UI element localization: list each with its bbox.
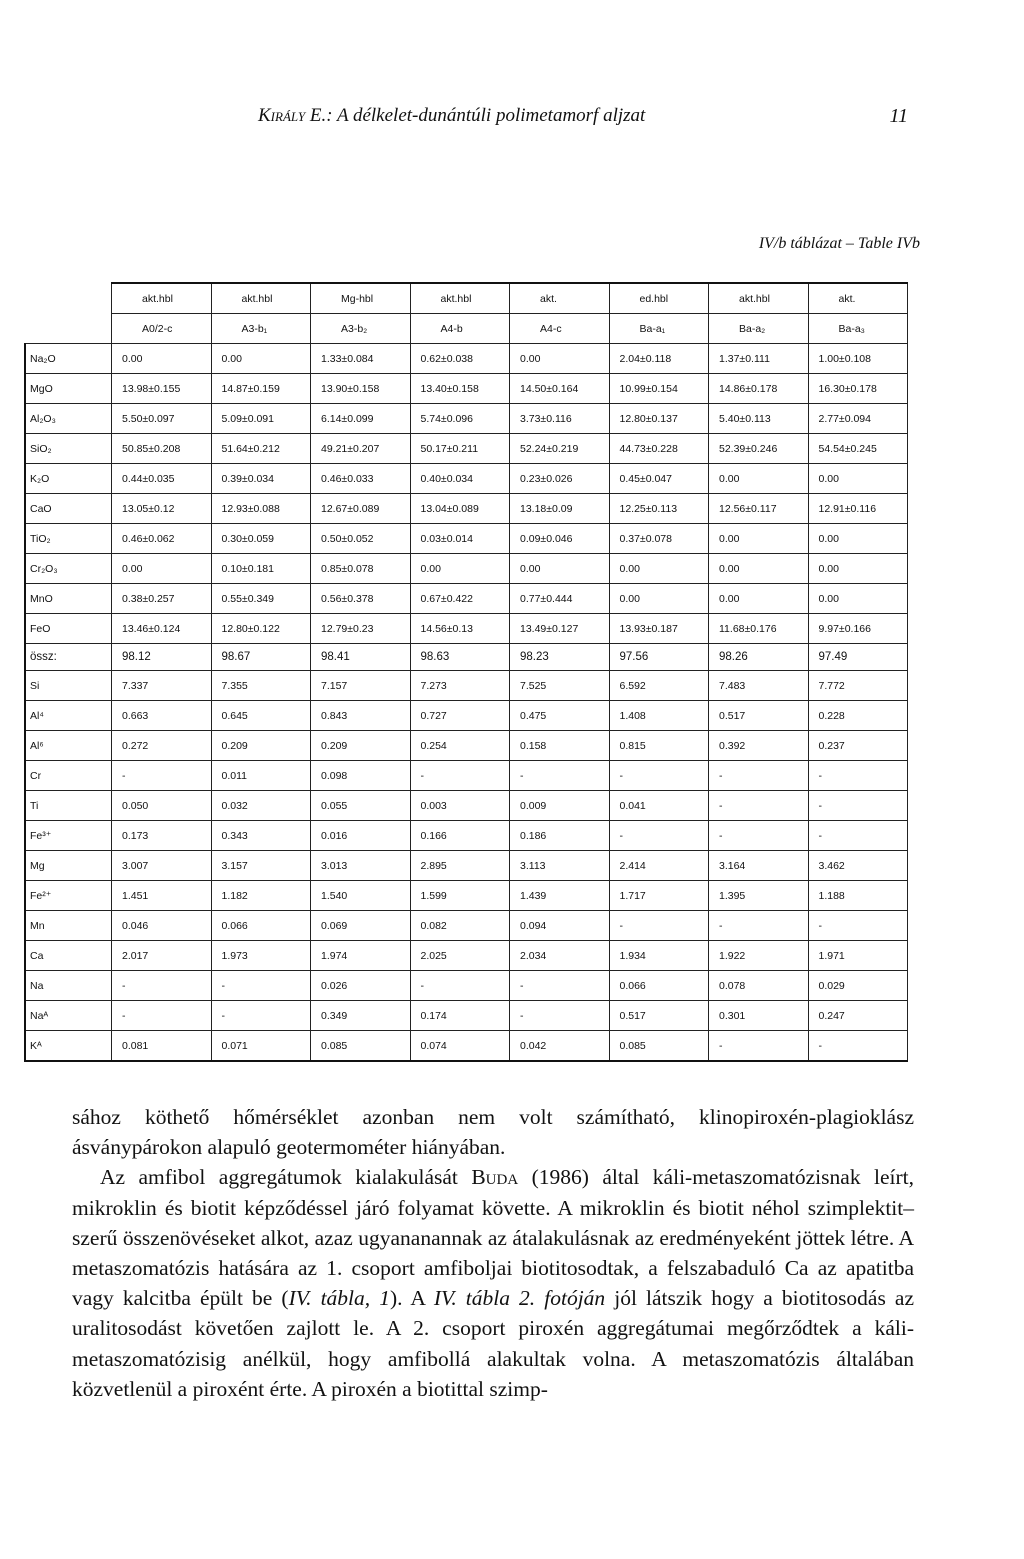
table-caption: IV/b táblázat – Table IVb (758, 235, 920, 252)
table-cell: 0.032 (211, 791, 311, 821)
sample-header-cell: A4-c (510, 314, 610, 344)
table-cell: 0.663 (112, 701, 212, 731)
table-cell: - (709, 761, 809, 791)
table-cell: 0.016 (311, 821, 411, 851)
table-cell: 14.86±0.178 (709, 374, 809, 404)
table-cell: - (709, 911, 809, 941)
table-cell: - (709, 1031, 809, 1062)
table-cell: 0.003 (410, 791, 510, 821)
table-cell: 13.04±0.089 (410, 494, 510, 524)
table-cell: 0.00 (609, 554, 709, 584)
table-cell: 13.90±0.158 (311, 374, 411, 404)
plate-reference: IV. tábla 2. fotóján (433, 1286, 606, 1311)
table-row (25, 971, 908, 1001)
table-body (25, 344, 908, 1062)
table-cell: 0.00 (609, 584, 709, 614)
table-cell: 5.74±0.096 (410, 404, 510, 434)
table-cell: 0.843 (311, 701, 411, 731)
table-cell: 0.50±0.052 (311, 524, 411, 554)
table-cell: 3.157 (211, 851, 311, 881)
table-cell: 0.272 (112, 731, 212, 761)
table-cell: 3.462 (808, 851, 908, 881)
table-cell: 12.56±0.117 (709, 494, 809, 524)
table-cell: 1.00±0.108 (808, 344, 908, 374)
table-cell: 0.081 (112, 1031, 212, 1062)
table-cell: - (410, 971, 510, 1001)
table-cell: - (808, 821, 908, 851)
table-cell: 54.54±0.245 (808, 434, 908, 464)
table-cell: 98.67 (211, 644, 311, 671)
row-label: FeO (25, 614, 112, 644)
table-row (25, 434, 908, 464)
table-cell: - (808, 1031, 908, 1062)
table-cell: 1.395 (709, 881, 809, 911)
table-cell: 7.337 (112, 671, 212, 701)
mineral-header-cell: akt.hbl (112, 283, 212, 314)
table-cell: 0.074 (410, 1031, 510, 1062)
sample-header-cell: Ba-a₁ (609, 314, 709, 344)
table-cell: 0.09±0.046 (510, 524, 610, 554)
table-row (25, 821, 908, 851)
table-cell: - (211, 971, 311, 1001)
table-cell: 1.33±0.084 (311, 344, 411, 374)
table-cell: 13.93±0.187 (609, 614, 709, 644)
table-cell: 0.071 (211, 1031, 311, 1062)
plate-reference: IV. tábla, 1 (288, 1286, 390, 1311)
table-cell: 1.188 (808, 881, 908, 911)
table-cell: 2.414 (609, 851, 709, 881)
table-cell: 2.895 (410, 851, 510, 881)
table-header (25, 283, 908, 344)
table-cell: 6.14±0.099 (311, 404, 411, 434)
table-cell: 12.80±0.137 (609, 404, 709, 434)
row-label: Al⁶ (25, 731, 112, 761)
row-label: MgO (25, 374, 112, 404)
table-cell: 98.26 (709, 644, 809, 671)
row-label: Na₂O (25, 344, 112, 374)
table-cell: - (211, 1001, 311, 1031)
table-cell: 0.00 (808, 464, 908, 494)
table-cell: 97.49 (808, 644, 908, 671)
table-cell: 12.93±0.088 (211, 494, 311, 524)
table-cell: 5.40±0.113 (709, 404, 809, 434)
row-label: Cr (25, 761, 112, 791)
sample-header-cell: A3-b₂ (311, 314, 411, 344)
table-cell: 0.37±0.078 (609, 524, 709, 554)
cited-author: Buda (471, 1165, 519, 1190)
table-cell: 1.540 (311, 881, 411, 911)
table-row (25, 584, 908, 614)
table-row (25, 1001, 908, 1031)
table-cell: 12.79±0.23 (311, 614, 411, 644)
table-cell: 1.973 (211, 941, 311, 971)
table-cell: 3.73±0.116 (510, 404, 610, 434)
row-label: Mg (25, 851, 112, 881)
table-cell: 0.645 (211, 701, 311, 731)
table-cell: 0.085 (609, 1031, 709, 1062)
table-cell: - (709, 791, 809, 821)
sample-header-cell: A0/2-c (112, 314, 212, 344)
table-cell: 1.599 (410, 881, 510, 911)
table-cell: 0.45±0.047 (609, 464, 709, 494)
table-cell: - (609, 821, 709, 851)
table-cell: 2.77±0.094 (808, 404, 908, 434)
table-row (25, 614, 908, 644)
table-cell: 0.77±0.444 (510, 584, 610, 614)
table-cell: - (510, 761, 610, 791)
sample-header-row (25, 314, 908, 344)
table-cell: 7.525 (510, 671, 610, 701)
table-cell: 14.56±0.13 (410, 614, 510, 644)
table-cell: 0.011 (211, 761, 311, 791)
running-head (258, 105, 908, 135)
table-row (25, 701, 908, 731)
table-cell: 0.174 (410, 1001, 510, 1031)
text-run: (1986) által káli-metaszomatózisnak leírt, mikroklin és biotit képződéssel járó folyamat követte. A mikroklin és biotit néhol szimplektit–szerű összenövéseket alkot, azaz ugyananannak az átalakulásnak az eredményeként jöttek létre. A metaszomatózis hatására az 1. csoport amfiboljai biotitosodtak, a felszabaduló Ca az apatitba vagy kalcitba épült be ( (72, 1165, 914, 1311)
table-cell: - (609, 911, 709, 941)
table-row (25, 374, 908, 404)
table-cell: 2.04±0.118 (609, 344, 709, 374)
table-row (25, 524, 908, 554)
table-cell: 0.055 (311, 791, 411, 821)
paragraph (72, 1162, 914, 1404)
table-cell: 52.39±0.246 (709, 434, 809, 464)
table-cell: 0.85±0.078 (311, 554, 411, 584)
table-cell: 0.46±0.033 (311, 464, 411, 494)
table-cell: 0.186 (510, 821, 610, 851)
table-cell: - (112, 1001, 212, 1031)
table-cell: 0.40±0.034 (410, 464, 510, 494)
sample-header-cell: A4-b (410, 314, 510, 344)
table-cell: 0.475 (510, 701, 610, 731)
row-label: Ca (25, 941, 112, 971)
table-cell: 0.254 (410, 731, 510, 761)
paragraph: sához köthető hőmérséklet azonban nem volt számítható, klinopiroxén-plagioklász ásványpárokon alapuló geotermométer hiányában. (72, 1105, 914, 1160)
row-label: Naᴬ (25, 1001, 112, 1031)
table-row (25, 851, 908, 881)
table-cell: 0.39±0.034 (211, 464, 311, 494)
table-cell: 16.30±0.178 (808, 374, 908, 404)
table-cell: 13.46±0.124 (112, 614, 212, 644)
table-cell: 3.113 (510, 851, 610, 881)
table-cell: 0.050 (112, 791, 212, 821)
table-cell: 44.73±0.228 (609, 434, 709, 464)
table-cell: 50.17±0.211 (410, 434, 510, 464)
table-cell: - (808, 791, 908, 821)
table-cell: 0.00 (709, 554, 809, 584)
table-cell: 2.017 (112, 941, 212, 971)
mineral-header-cell: akt. (510, 283, 610, 314)
table-cell: 0.00 (510, 554, 610, 584)
table-cell: 0.094 (510, 911, 610, 941)
table-cell: 0.62±0.038 (410, 344, 510, 374)
table-cell: 0.56±0.378 (311, 584, 411, 614)
row-label: Si (25, 671, 112, 701)
row-label: össz: (25, 644, 112, 671)
table-cell: 1.439 (510, 881, 610, 911)
mineral-header-cell: akt.hbl (709, 283, 809, 314)
table-cell: 2.034 (510, 941, 610, 971)
table-cell: 12.67±0.089 (311, 494, 411, 524)
sample-header-cell: A3-b₁ (211, 314, 311, 344)
table-cell: 1.971 (808, 941, 908, 971)
table-cell: 0.066 (211, 911, 311, 941)
table-cell: 51.64±0.212 (211, 434, 311, 464)
table-row (25, 791, 908, 821)
table-cell: 1.408 (609, 701, 709, 731)
table-cell: 3.013 (311, 851, 411, 881)
table-cell: 0.085 (311, 1031, 411, 1062)
table-cell: 3.007 (112, 851, 212, 881)
mineral-header-cell: akt.hbl (211, 283, 311, 314)
mineral-header-cell: ed.hbl (609, 283, 709, 314)
mineral-header-cell: akt.hbl (410, 283, 510, 314)
table-cell: - (112, 971, 212, 1001)
row-label: SiO₂ (25, 434, 112, 464)
table-cell: 5.50±0.097 (112, 404, 212, 434)
text-run: Az amfibol aggregátumok kialakulását (100, 1165, 472, 1190)
table-cell: 1.182 (211, 881, 311, 911)
table-cell: 49.21±0.207 (311, 434, 411, 464)
table-cell: 0.166 (410, 821, 510, 851)
table-row (25, 881, 908, 911)
table-cell: 98.12 (112, 644, 212, 671)
table-cell: 2.025 (410, 941, 510, 971)
table-cell: - (510, 971, 610, 1001)
running-head-author: Király E.: (258, 105, 333, 126)
table-row (25, 731, 908, 761)
mineral-header-cell: Mg-hbl (311, 283, 411, 314)
table-cell: 0.03±0.014 (410, 524, 510, 554)
table-cell: 0.00 (709, 464, 809, 494)
table-cell: 0.00 (112, 344, 212, 374)
table-cell: 0.237 (808, 731, 908, 761)
table-cell: 0.00 (112, 554, 212, 584)
table-cell: 0.727 (410, 701, 510, 731)
row-label: Al₂O₃ (25, 404, 112, 434)
table-cell: 9.97±0.166 (808, 614, 908, 644)
row-label: CaO (25, 494, 112, 524)
table-cell: 1.934 (609, 941, 709, 971)
table-cell: 0.00 (709, 584, 809, 614)
table-cell: 0.209 (211, 731, 311, 761)
row-label: Kᴬ (25, 1031, 112, 1062)
table-cell: 0.349 (311, 1001, 411, 1031)
row-label: TiO₂ (25, 524, 112, 554)
table-cell: 0.041 (609, 791, 709, 821)
table-row (25, 911, 908, 941)
table-cell: 1.974 (311, 941, 411, 971)
table-row (25, 1031, 908, 1062)
row-label: Mn (25, 911, 112, 941)
running-head-title: A délkelet-dunántúli polimetamorf aljzat (336, 105, 646, 126)
table-cell: 7.273 (410, 671, 510, 701)
table-cell: 0.042 (510, 1031, 610, 1062)
table-cell: 1.37±0.111 (709, 344, 809, 374)
table-cell: 7.355 (211, 671, 311, 701)
table-cell: 0.00 (510, 344, 610, 374)
table-cell: - (709, 821, 809, 851)
row-label: MnO (25, 584, 112, 614)
table-cell: 0.00 (211, 344, 311, 374)
text-run: ). A (389, 1286, 434, 1311)
sample-header-cell: Ba-a₃ (808, 314, 908, 344)
table-cell: 97.56 (609, 644, 709, 671)
table-cell: 12.80±0.122 (211, 614, 311, 644)
table-cell: 0.228 (808, 701, 908, 731)
row-label: K₂O (25, 464, 112, 494)
table-cell: 0.069 (311, 911, 411, 941)
page-number: 11 (889, 105, 908, 127)
table-cell: 0.098 (311, 761, 411, 791)
table-row (25, 644, 908, 671)
table-cell: 0.046 (112, 911, 212, 941)
table-cell: 0.815 (609, 731, 709, 761)
table-cell: 0.247 (808, 1001, 908, 1031)
table-cell: 7.157 (311, 671, 411, 701)
table-cell: 50.85±0.208 (112, 434, 212, 464)
table-row (25, 404, 908, 434)
row-label: Fe³⁺ (25, 821, 112, 851)
table-cell: - (510, 1001, 610, 1031)
table-cell: 13.18±0.09 (510, 494, 610, 524)
table-cell: 98.23 (510, 644, 610, 671)
table-cell: 3.164 (709, 851, 809, 881)
table-cell: 0.00 (808, 584, 908, 614)
table-cell: 0.158 (510, 731, 610, 761)
table-cell: 52.24±0.219 (510, 434, 610, 464)
table-cell: 0.44±0.035 (112, 464, 212, 494)
text-run: jól látszik hogy a biotitosodás az uralitosodást követően zajlott le. A 2. csoport piroxén aggregátumai megőrződtek a káli-metaszomatózisig anélkül, hogy amfibollá alakultak volna. A metaszomatózis általában közvetlenül a piroxént érte. A piroxén a biotittal szimp- (72, 1286, 915, 1401)
table-cell: 0.00 (808, 554, 908, 584)
table-row (25, 671, 908, 701)
table-cell: 0.67±0.422 (410, 584, 510, 614)
table-cell: 0.517 (709, 701, 809, 731)
table-cell: - (808, 911, 908, 941)
table-cell: 12.91±0.116 (808, 494, 908, 524)
row-label: Al⁴ (25, 701, 112, 731)
table-cell: 98.63 (410, 644, 510, 671)
table-cell: 0.078 (709, 971, 809, 1001)
table-cell: 0.55±0.349 (211, 584, 311, 614)
table-cell: 0.026 (311, 971, 411, 1001)
table-cell: 0.00 (410, 554, 510, 584)
table-cell: 98.41 (311, 644, 411, 671)
mineral-header-row (25, 283, 908, 314)
table-cell: - (609, 761, 709, 791)
table-cell: 13.40±0.158 (410, 374, 510, 404)
table-cell: 0.082 (410, 911, 510, 941)
table-cell: 12.25±0.113 (609, 494, 709, 524)
table-cell: 0.029 (808, 971, 908, 1001)
table-row (25, 464, 908, 494)
body-text (72, 1102, 914, 1404)
table-cell: 0.009 (510, 791, 610, 821)
table-cell: 0.00 (709, 524, 809, 554)
row-label: Na (25, 971, 112, 1001)
table-cell: 0.23±0.026 (510, 464, 610, 494)
table-cell: 5.09±0.091 (211, 404, 311, 434)
header-blank-cell (25, 283, 112, 314)
table-cell: 0.392 (709, 731, 809, 761)
table-cell: 0.173 (112, 821, 212, 851)
table-cell: 0.517 (609, 1001, 709, 1031)
table-row (25, 554, 908, 584)
table-cell: 7.772 (808, 671, 908, 701)
table-cell: 13.98±0.155 (112, 374, 212, 404)
table-cell: 14.87±0.159 (211, 374, 311, 404)
table-cell: 0.10±0.181 (211, 554, 311, 584)
table-cell: 0.30±0.059 (211, 524, 311, 554)
table-cell: 10.99±0.154 (609, 374, 709, 404)
sample-header-cell: Ba-a₂ (709, 314, 809, 344)
table-cell: 1.717 (609, 881, 709, 911)
table-cell: 0.066 (609, 971, 709, 1001)
table-cell: 0.46±0.062 (112, 524, 212, 554)
table-row (25, 494, 908, 524)
table-cell: 13.05±0.12 (112, 494, 212, 524)
table-cell: - (112, 761, 212, 791)
analysis-table (24, 282, 908, 1062)
row-label: Cr₂O₃ (25, 554, 112, 584)
table-row (25, 761, 908, 791)
table-cell: 0.38±0.257 (112, 584, 212, 614)
table-cell: 11.68±0.176 (709, 614, 809, 644)
table-cell: 13.49±0.127 (510, 614, 610, 644)
table-cell: 14.50±0.164 (510, 374, 610, 404)
table-cell: 6.592 (609, 671, 709, 701)
table-cell: 0.301 (709, 1001, 809, 1031)
table-cell: 1.922 (709, 941, 809, 971)
table-row (25, 344, 908, 374)
table-row (25, 941, 908, 971)
table-cell: 1.451 (112, 881, 212, 911)
row-label: Ti (25, 791, 112, 821)
table-cell: - (808, 761, 908, 791)
table-cell: 0.00 (808, 524, 908, 554)
row-label: Fe²⁺ (25, 881, 112, 911)
table-cell: 0.209 (311, 731, 411, 761)
header-blank-cell (25, 314, 112, 344)
table-cell: 7.483 (709, 671, 809, 701)
table-cell: 0.343 (211, 821, 311, 851)
mineral-header-cell: akt. (808, 283, 908, 314)
table-cell: - (410, 761, 510, 791)
